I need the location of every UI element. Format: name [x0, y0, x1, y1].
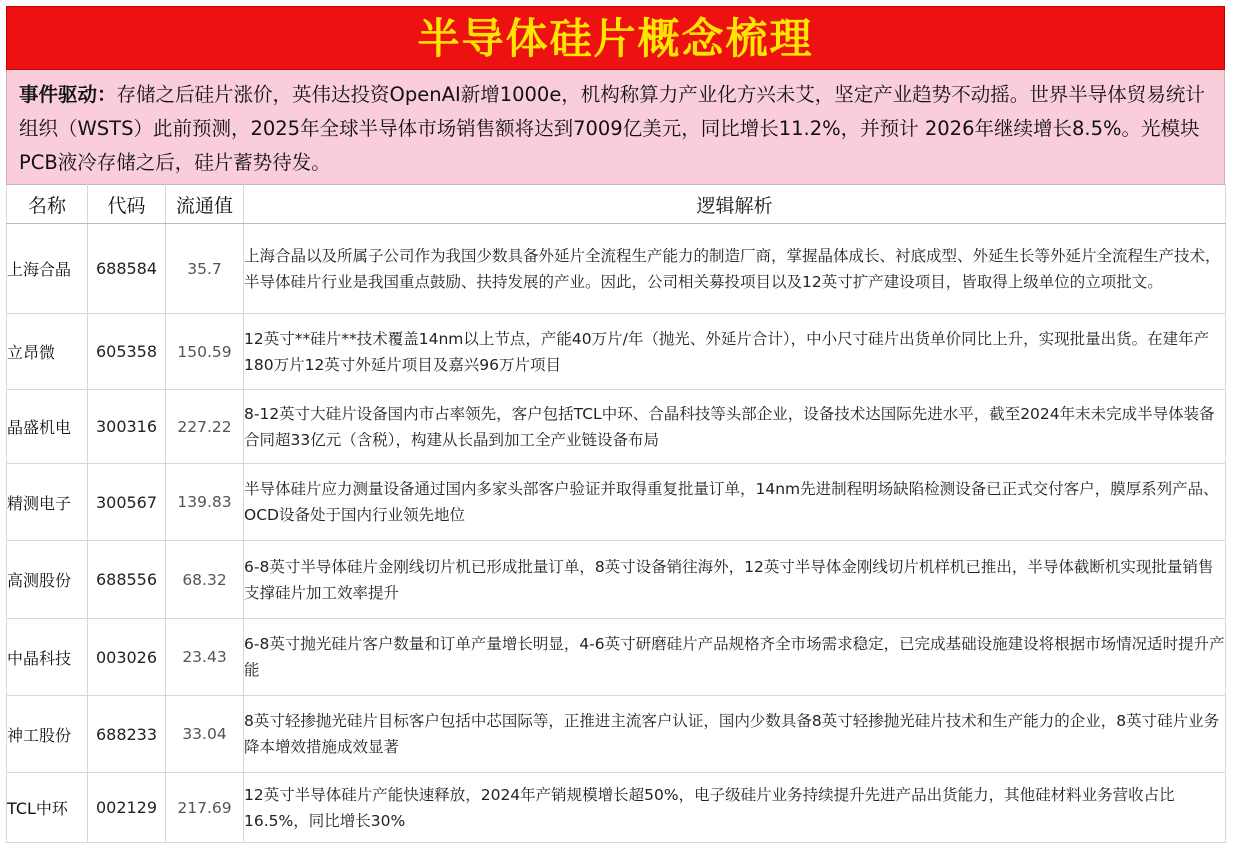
table-row — [7, 541, 1226, 619]
table-row — [7, 696, 1226, 773]
stock-code: 300567 — [88, 464, 166, 541]
table-row — [7, 390, 1226, 464]
stock-name: 精测电子 — [7, 464, 88, 541]
stock-name: 中晶科技 — [7, 619, 88, 696]
table-row — [7, 224, 1226, 314]
stock-market-cap: 33.04 — [166, 696, 244, 773]
stock-logic: 12英寸半导体硅片产能快速释放，2024年产销规模增长超50%，电子级硅片业务持续提升先进产品出货能力，其他硅材料业务营收占比16.5%，同比增长30% — [244, 773, 1226, 843]
header-code: 代码 — [88, 185, 166, 224]
stock-table — [6, 184, 1226, 843]
stock-market-cap: 217.69 — [166, 773, 244, 843]
page-title: 半导体硅片概念梳理 — [6, 6, 1225, 70]
stock-name: 高测股份 — [7, 541, 88, 619]
stock-market-cap: 68.32 — [166, 541, 244, 619]
stock-code: 688584 — [88, 224, 166, 314]
header-market-cap: 流通值 — [166, 185, 244, 224]
stock-code: 002129 — [88, 773, 166, 843]
table-row — [7, 464, 1226, 541]
stock-name: TCL中环 — [7, 773, 88, 843]
stock-code: 003026 — [88, 619, 166, 696]
stock-code: 605358 — [88, 314, 166, 390]
header-logic: 逻辑解析 — [244, 185, 1226, 224]
stock-market-cap: 227.22 — [166, 390, 244, 464]
stock-name: 晶盛机电 — [7, 390, 88, 464]
stock-market-cap: 139.83 — [166, 464, 244, 541]
stock-code: 688233 — [88, 696, 166, 773]
stock-market-cap: 35.7 — [166, 224, 244, 314]
stock-logic: 8英寸轻掺抛光硅片目标客户包括中芯国际等，正推进主流客户认证，国内少数具备8英寸轻掺抛光硅片技术和生产能力的企业，8英寸硅片业务降本增效措施成效显著 — [244, 696, 1226, 773]
table-row — [7, 619, 1226, 696]
stock-name: 上海合晶 — [7, 224, 88, 314]
table-header-row — [7, 185, 1226, 224]
stock-logic: 6-8英寸半导体硅片金刚线切片机已形成批量订单，8英寸设备销往海外，12英寸半导体金刚线切片机样机已推出，半导体截断机实现批量销售支撑硅片加工效率提升 — [244, 541, 1226, 619]
stock-logic: 6-8英寸抛光硅片客户数量和订单产量增长明显，4-6英寸研磨硅片产品规格齐全市场需求稳定，已完成基础设施建设将根据市场情况适时提升产能 — [244, 619, 1226, 696]
stock-logic: 半导体硅片应力测量设备通过国内多家头部客户验证并取得重复批量订单，14nm先进制程明场缺陷检测设备已正式交付客户，膜厚系列产品、OCD设备处于国内行业领先地位 — [244, 464, 1226, 541]
table-row — [7, 314, 1226, 390]
stock-logic: 上海合晶以及所属子公司作为我国少数具备外延片全流程生产能力的制造厂商，掌握晶体成长、衬底成型、外延生长等外延片全流程生产技术，半导体硅片行业是我国重点鼓励、扶持发展的产业。因此，公司相关募投项目以及12英寸扩产建设项目，皆取得上级单位的立项批文。 — [244, 224, 1226, 314]
stock-market-cap: 150.59 — [166, 314, 244, 390]
event-driver-label: 事件驱动： — [19, 83, 117, 106]
header-name: 名称 — [7, 185, 88, 224]
table-row — [7, 773, 1226, 843]
stock-name: 神工股份 — [7, 696, 88, 773]
stock-market-cap: 23.43 — [166, 619, 244, 696]
stock-code: 688556 — [88, 541, 166, 619]
document-frame — [6, 6, 1225, 846]
stock-logic: 12英寸**硅片**技术覆盖14nm以上节点，产能40万片/年（抛光、外延片合计），中小尺寸硅片出货单价同比上升，实现批量出货。在建年产180万片12英寸外延片项目及嘉兴96万片项目 — [244, 314, 1226, 390]
stock-code: 300316 — [88, 390, 166, 464]
event-driver-panel — [6, 70, 1225, 184]
event-driver-text: 存储之后硅片涨价，英伟达投资OpenAI新增1000e，机构称算力产业化方兴未艾，坚定产业趋势不动摇。世界半导体贸易统计组织（WSTS）此前预测，2025年全球半导体市场销售额将达到7009亿美元，同比增长11.2%，并预计 2026年继续增长8.5%。光模块PCB液冷存储之后，硅片蓄势待发。 — [19, 83, 1205, 174]
stock-name: 立昂微 — [7, 314, 88, 390]
stock-logic: 8-12英寸大硅片设备国内市占率领先，客户包括TCL中环、合晶科技等头部企业，设备技术达国际先进水平，截至2024年末未完成半导体装备合同超33亿元（含税），构建从长晶到加工全产业链设备布局 — [244, 390, 1226, 464]
